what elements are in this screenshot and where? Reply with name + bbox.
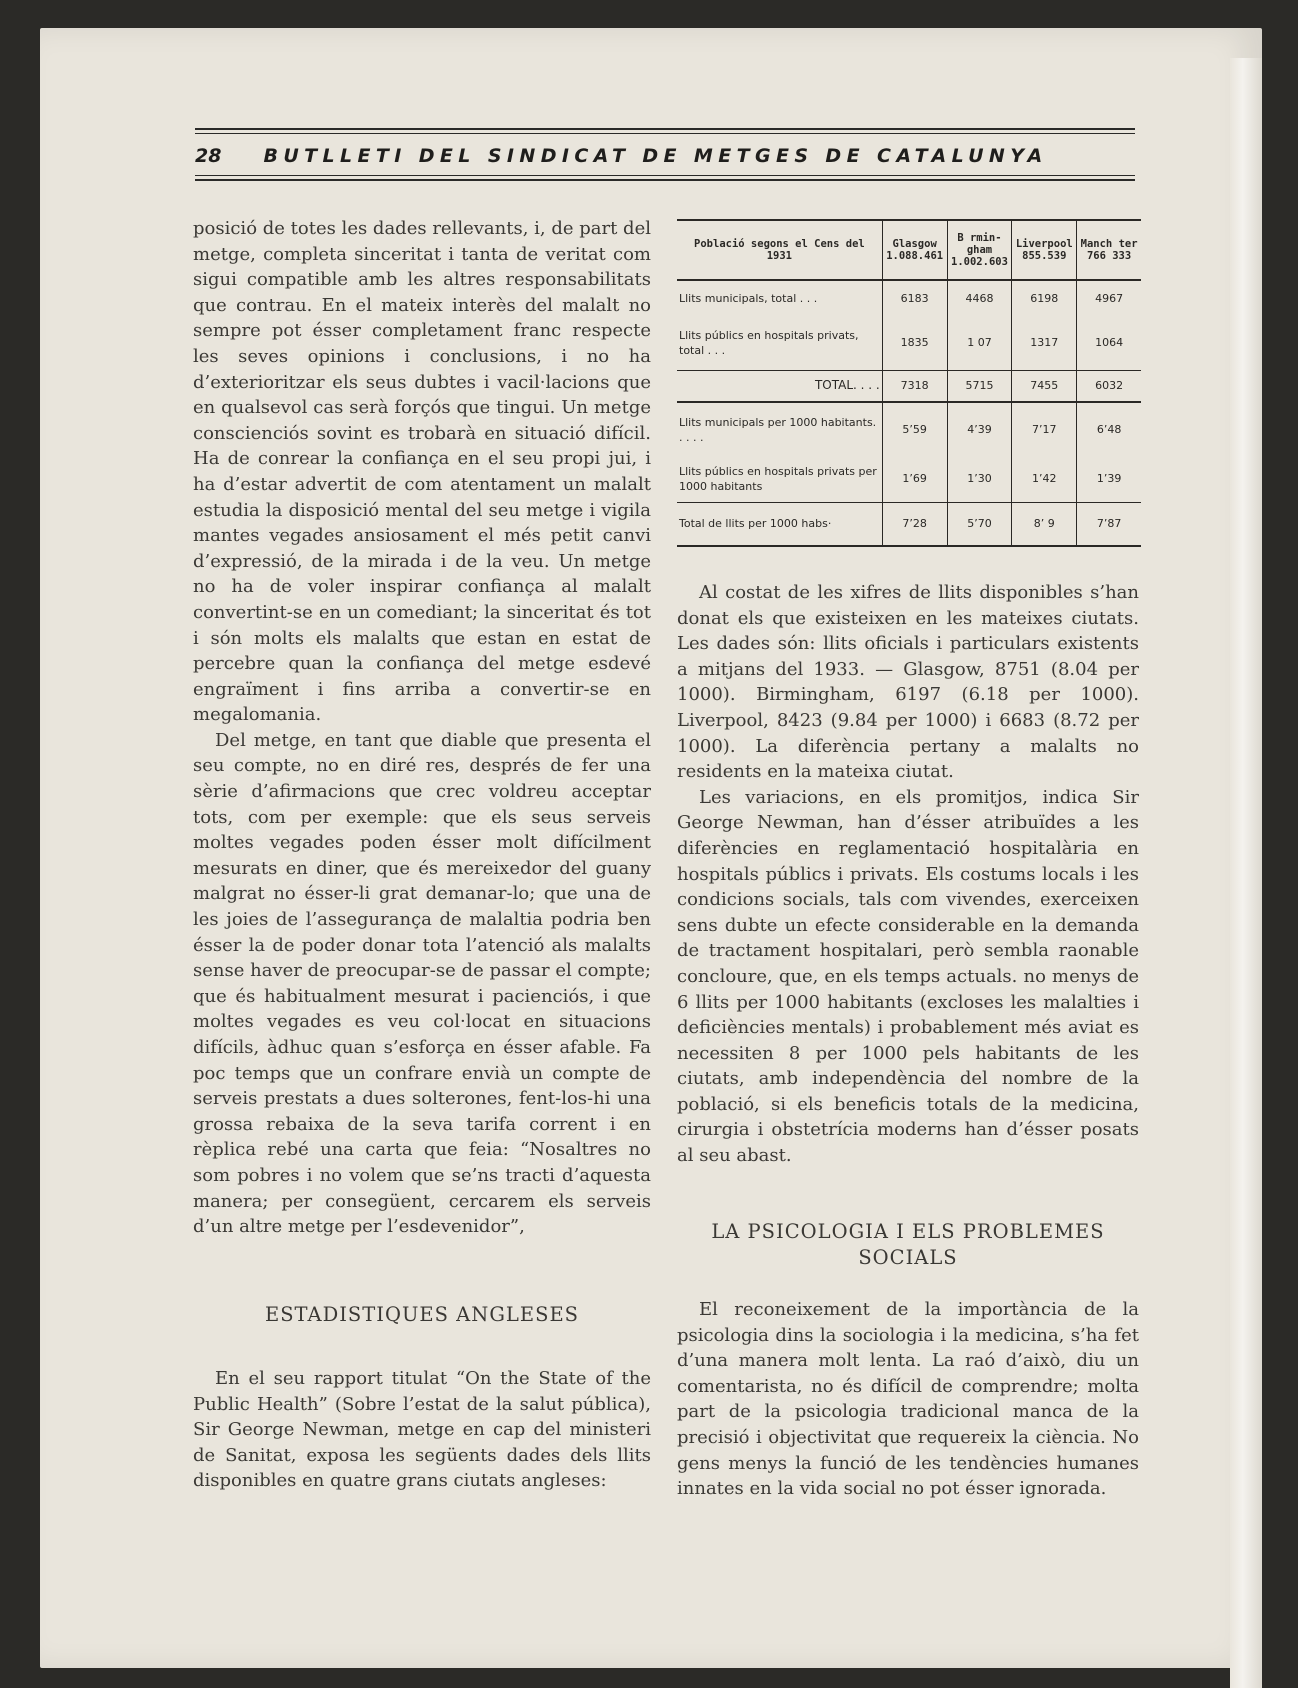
table-cell: 1’39: [1077, 456, 1141, 502]
left-column: [193, 216, 651, 1240]
table-cell: 1 07: [947, 316, 1012, 370]
running-header: [195, 128, 1135, 183]
row-label: Llits públics en hospitals privats, total . . .: [677, 316, 882, 370]
table-header-cell: [947, 220, 1012, 280]
table-header-cell: [1012, 220, 1077, 280]
table-cell: 6’48: [1077, 402, 1141, 456]
section-heading-estadistiques: ESTADISTIQUES ANGLESES: [264, 1303, 580, 1326]
paragraph: En el seu rapport titulat “On the State of the Public Health” (Sobre l’estat de la salut pública), Sir George Newman, metge en cap del ministeri de Sanitat, exposa les següents dades dels llits disponibles en quatre grans ciutats angleses:: [193, 1368, 651, 1492]
table-cell: 5715: [947, 370, 1012, 402]
table-row-total: [677, 370, 1141, 402]
table-cell: 1317: [1012, 316, 1077, 370]
table-cell: 1064: [1077, 316, 1141, 370]
city-name: B rmin-gham: [957, 232, 1002, 256]
table-cell: 6032: [1077, 370, 1141, 402]
table-cell: 1’69: [882, 456, 947, 502]
row-label: Total de llits per 1000 habs·: [677, 502, 882, 546]
city-pop: 855.539: [1022, 250, 1067, 262]
row-label: Llits públics en hospitals privats per 1000 habitants: [677, 456, 882, 502]
table-cell: 4967: [1077, 280, 1141, 316]
table-cell: 7’28: [882, 502, 947, 546]
table-header-cell: [882, 220, 947, 280]
table-cell: 4468: [947, 280, 1012, 316]
header-rule-bottom-thin: [195, 175, 1135, 176]
section-heading-psicologia: [677, 1219, 1139, 1271]
table-row: [677, 280, 1141, 316]
table-header-cell: [1077, 220, 1141, 280]
table-cell: 7’17: [1012, 402, 1077, 456]
paragraph: Al costat de les xifres de llits disponibles s’han donat els que existeixen en les mateixes ciutats. Les dades són: llits oficials i particulars existents a mitjans del 1933. — Glasgow, 8751 (8.04 per 1000). Birmingham, 6197 (6.18 per 1000). Liverpool, 8423 (9.84 per 1000) i 6683 (8.72 per 1000). La diferència pertany a malalts no residents en la mateixa ciutat.: [677, 582, 1139, 783]
table-header-row: [677, 220, 1141, 280]
table-cell: 6183: [882, 280, 947, 316]
running-title: BUTLLETI DEL SINDICAT DE METGES DE CATALUNYA: [263, 145, 1048, 167]
table-header-label: Població segons el Cens del 1931: [677, 220, 882, 280]
table-row: [677, 402, 1141, 456]
paragraph: Les variacions, en els promitjos, indica Sir George Newman, han d’ésser atribuïdes a les diferències en reglamentació hospitalària en hospitals públics i privats. Els costums locals i les condicions socials, tals com vivendes, exerceixen sens dubte un efecte considerable en la demanda de tractament hospitalari, però sembla raonable concloure, que, en els temps actuals. no menys de 6 llits per 1000 habitants (excloses les malalties i deficiències mentals) i probablement més aviat es necessiten 8 per 1000 pels habitants de les ciutats, amb independència del nombre de la població, si els beneficis totals de la medicina, cirurgia i obstetrícia moderns han d’ésser posats al seu abast.: [677, 786, 1139, 1167]
right-column: [677, 580, 1139, 1169]
table-row: [677, 456, 1141, 502]
table-cell: 1’30: [947, 456, 1012, 502]
right-column-lower: [677, 1297, 1139, 1502]
city-name: Liverpool: [1015, 238, 1073, 250]
heading-line: SOCIALS: [858, 1246, 958, 1269]
table-cell: 7318: [882, 370, 947, 402]
table-row: [677, 502, 1141, 546]
paragraph: posició de totes les dades rellevants, i, de part del metge, completa sinceritat i tanta de veritat com sigui compatible amb les altres responsabilitats que contrau. En el mateix interès del malalt no sempre pot ésser completament franc respecte les seves opinions i conclusions, i no ha d’exterioritzar els seus dubtes i vacil·lacions que en qualsevol cas serà forçós que tingui. Un metge conscienciós sovint es trobarà en situació difícil. Ha de conrear la confiança en el seu propi jui, i ha d’estar advertit de com atentament un malalt estudia la disposició mental del seu metge i vigila mantes vegades ansiosament el més petit canvi d’expressió, de la mirada i de la veu. Un metge no ha de voler inspirar confiança al malalt convertint-se en un comediant; la sinceritat és tot i són molts els malalts que estan en estat de percebre quan la confiança del metge esdevé engraïment i fins arriba a convertir-se en megalomania.: [193, 218, 651, 726]
city-pop: 766 333: [1086, 250, 1132, 262]
page-number: 28: [195, 145, 222, 167]
row-label: TOTAL. . . .: [677, 370, 882, 402]
row-label: Llits municipals per 1000 habitants. . . . .: [679, 415, 877, 444]
table-cell: 7’87: [1077, 502, 1141, 546]
table-row: [677, 316, 1141, 370]
city-pop: 1.002.603: [951, 256, 1008, 268]
city-name: Manch ter: [1080, 238, 1138, 250]
table-cell: 5’59: [882, 402, 947, 456]
beds-table: [677, 219, 1141, 547]
table-cell: 5’70: [947, 502, 1012, 546]
header-rule-top-thin: [195, 133, 1135, 134]
table-cell: 6198: [1012, 280, 1077, 316]
header-rule-top: [195, 128, 1135, 130]
header-rule-bottom: [195, 179, 1135, 181]
header-text: [195, 145, 1135, 167]
table-cell: 8’ 9: [1012, 502, 1077, 546]
row-label: Llits municipals, total . . .: [679, 292, 818, 305]
table-cell: 7455: [1012, 370, 1077, 402]
page-edge: [1230, 58, 1262, 1688]
city-pop: 1.088.461: [886, 250, 944, 262]
heading-line: LA PSICOLOGIA I ELS PROBLEMES: [711, 1220, 1105, 1243]
paragraph: Del metge, en tant que diable que presenta el seu compte, no en diré res, després de fer una sèrie d’afirmacions que crec voldreu acceptar tots, com per exemple: que els seus serveis moltes vegades poden ésser molt difícilment mesurats en diner, que és mereixedor del guany malgrat no ésser-li grat demanar-lo; que una de les joies de l’assegurança de malaltia podria ben ésser la de poder donar tota l’atenció als malalts sense haver de preocupar-se de passar el compte; que és habitualment mesurat i pacienciós, i que moltes vegades es veu col·locat en situacions difícils, àdhuc quan s’esforça en ésser afable. Fa poc temps que un confrare envià un compte de serveis prestats a dues solterones, fent-los-hi una grossa rebaixa de la seva tarifa corrent i en rèplica rebé una carta que feia: “Nosaltres no som pobres i no volem que se’ns tracti d’aquesta manera; per consegüent, cercarem els serveis d’un altre metge per l’esdevenidor”,: [193, 729, 651, 1238]
paragraph: El reconeixement de la importància de la psicologia dins la sociologia i la medicina, s’ha fet d’una manera molt lenta. La raó d’això, diu un comentarista, no és difícil de comprendre; molta part de la psicologia tradicional manca de la precisió i objectivitat que requereix la ciència. No gens menys la funció de les tendències humanes innates en la vida social no pot ésser ignorada.: [677, 1299, 1139, 1500]
table-cell: 1835: [882, 316, 947, 370]
table-cell: 1’42: [1012, 456, 1077, 502]
table-cell: 4’39: [947, 402, 1012, 456]
city-name: Glasgow: [892, 238, 937, 250]
left-column-lower: [193, 1366, 651, 1494]
